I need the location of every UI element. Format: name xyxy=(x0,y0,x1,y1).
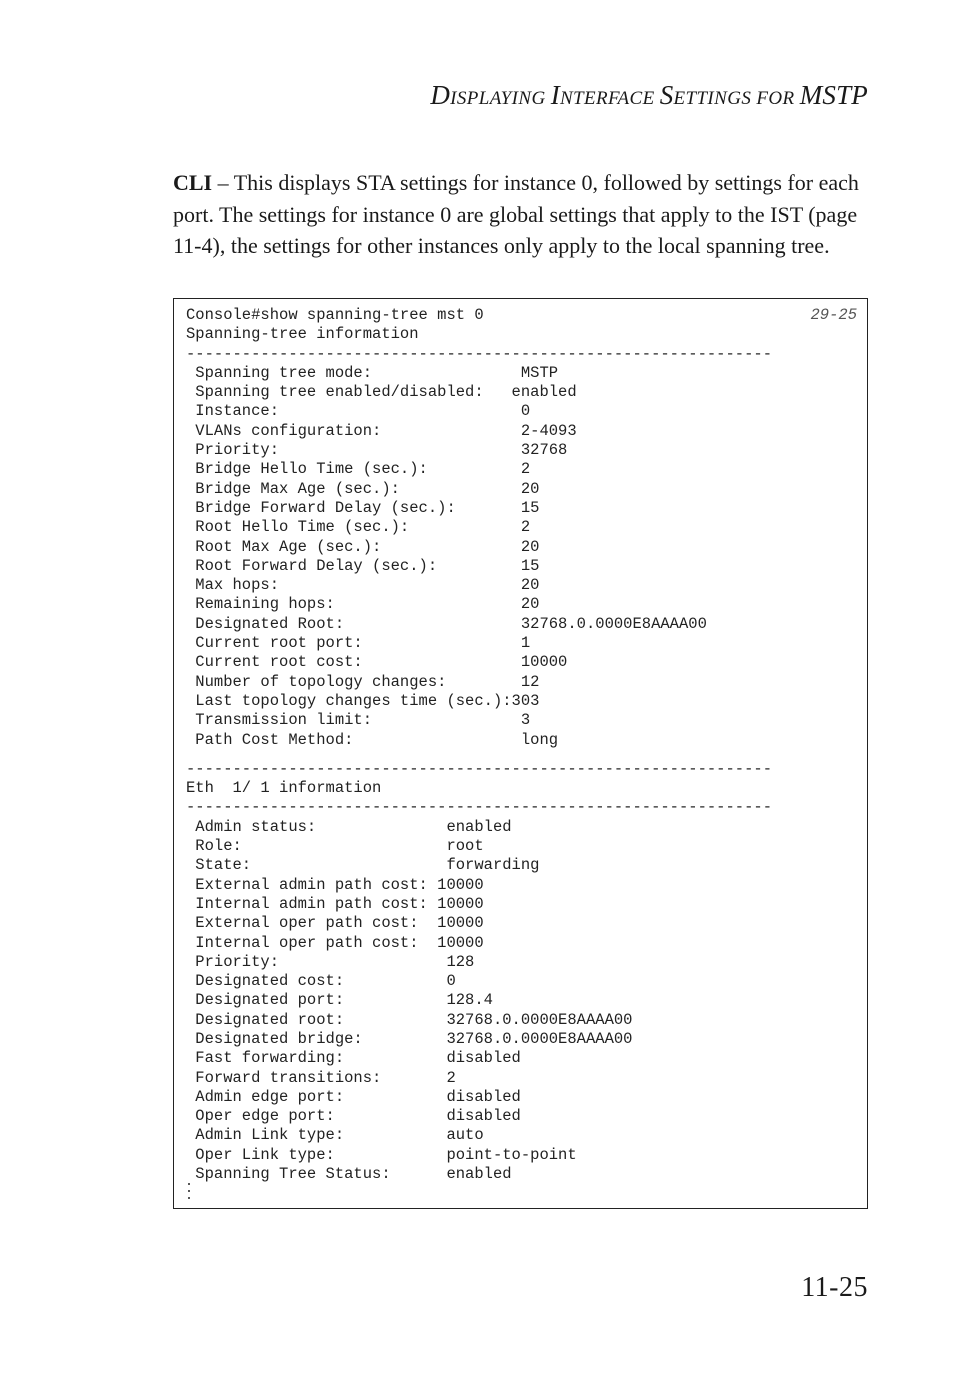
console-line: Bridge Forward Delay (sec.): 15 xyxy=(186,498,540,517)
header-title-part: S xyxy=(659,80,674,110)
header-title-part: D xyxy=(430,80,451,110)
console-line: VLANs configuration: 2-4093 xyxy=(186,421,577,440)
console-line: Fast forwarding: disabled xyxy=(186,1049,521,1068)
console-line: Spanning-tree information xyxy=(186,325,419,344)
page-number: 11-25 xyxy=(801,1272,868,1303)
console-line: Transmission limit: 3 xyxy=(186,711,531,730)
console-line: Max hops: 20 xyxy=(186,576,540,595)
console-line: Instance: 0 xyxy=(186,402,531,421)
console-line: Last topology changes time (sec.):303 xyxy=(186,691,540,710)
console-line: Designated cost: 0 xyxy=(186,972,456,991)
console-line: Designated root: 32768.0.0000E8AAAA00 xyxy=(186,1010,633,1029)
header-title-part: I xyxy=(550,80,560,110)
console-line: Root Forward Delay (sec.): 15 xyxy=(186,556,540,575)
header-title-part: ISPLAYING xyxy=(450,88,551,109)
console-line: Root Hello Time (sec.): 2 xyxy=(186,518,531,537)
console-line: Spanning Tree Status: enabled xyxy=(186,1165,512,1184)
console-line: Role: root xyxy=(186,837,484,856)
header-title-part: NTERFACE xyxy=(559,88,660,109)
console-line: Oper edge port: disabled xyxy=(186,1107,521,1126)
console-line: Designated port: 128.4 xyxy=(186,991,493,1010)
command-reference: 29-25 xyxy=(810,306,857,324)
console-line: Oper Link type: point-to-point xyxy=(186,1145,577,1164)
console-line: External admin path cost: 10000 xyxy=(186,875,484,894)
console-line: Internal admin path cost: 10000 xyxy=(186,894,484,913)
console-line: Admin status: enabled xyxy=(186,817,512,836)
console-line: Admin Link type: auto xyxy=(186,1126,484,1145)
console-line: Forward transitions: 2 xyxy=(186,1068,456,1087)
header-title-part: MSTP xyxy=(799,80,868,110)
console-line: Eth 1/ 1 information xyxy=(186,779,382,798)
console-line: Spanning tree mode: MSTP xyxy=(186,363,559,382)
running-header xyxy=(430,80,868,111)
console-line xyxy=(186,750,772,760)
console-output xyxy=(186,306,772,1184)
console-line: Number of topology changes: 12 xyxy=(186,672,540,691)
console-line: Remaining hops: 20 xyxy=(186,595,540,614)
intro-text: – This displays STA settings for instance 0, followed by settings for each port. The settings for instance 0 are global settings that apply to the IST (page 11-4), the settings for other instances only apply to the local spanning tree. xyxy=(173,170,859,258)
console-line: Priority: 32768 xyxy=(186,441,568,460)
console-line: Spanning tree enabled/disabled: enabled xyxy=(186,383,577,402)
console-line: Bridge Max Age (sec.): 20 xyxy=(186,479,540,498)
console-line: Current root port: 1 xyxy=(186,634,531,653)
console-line: Root Max Age (sec.): 20 xyxy=(186,537,540,556)
console-line: Internal oper path cost: 10000 xyxy=(186,933,484,952)
console-line: Bridge Hello Time (sec.): 2 xyxy=(186,460,531,479)
console-line: --------------------------------------------------------------- xyxy=(186,344,772,363)
console-line: Current root cost: 10000 xyxy=(186,653,568,672)
header-title-part: ETTINGS FOR xyxy=(673,88,800,109)
console-output-box xyxy=(173,298,868,1209)
continuation-ellipsis-icon xyxy=(188,1183,192,1201)
console-line: Admin edge port: disabled xyxy=(186,1087,521,1106)
cli-label: CLI xyxy=(173,170,213,195)
console-line: Designated Root: 32768.0.0000E8AAAA00 xyxy=(186,614,707,633)
console-line: State: forwarding xyxy=(186,856,540,875)
console-line: Console#show spanning-tree mst 0 xyxy=(186,306,484,324)
console-line: Path Cost Method: long xyxy=(186,730,559,749)
console-line: --------------------------------------------------------------- xyxy=(186,759,772,778)
console-line: Designated bridge: 32768.0.0000E8AAAA00 xyxy=(186,1029,633,1048)
console-line: External oper path cost: 10000 xyxy=(186,914,484,933)
console-line: --------------------------------------------------------------- xyxy=(186,798,772,817)
intro-paragraph xyxy=(173,167,873,262)
console-line: Priority: 128 xyxy=(186,952,475,971)
